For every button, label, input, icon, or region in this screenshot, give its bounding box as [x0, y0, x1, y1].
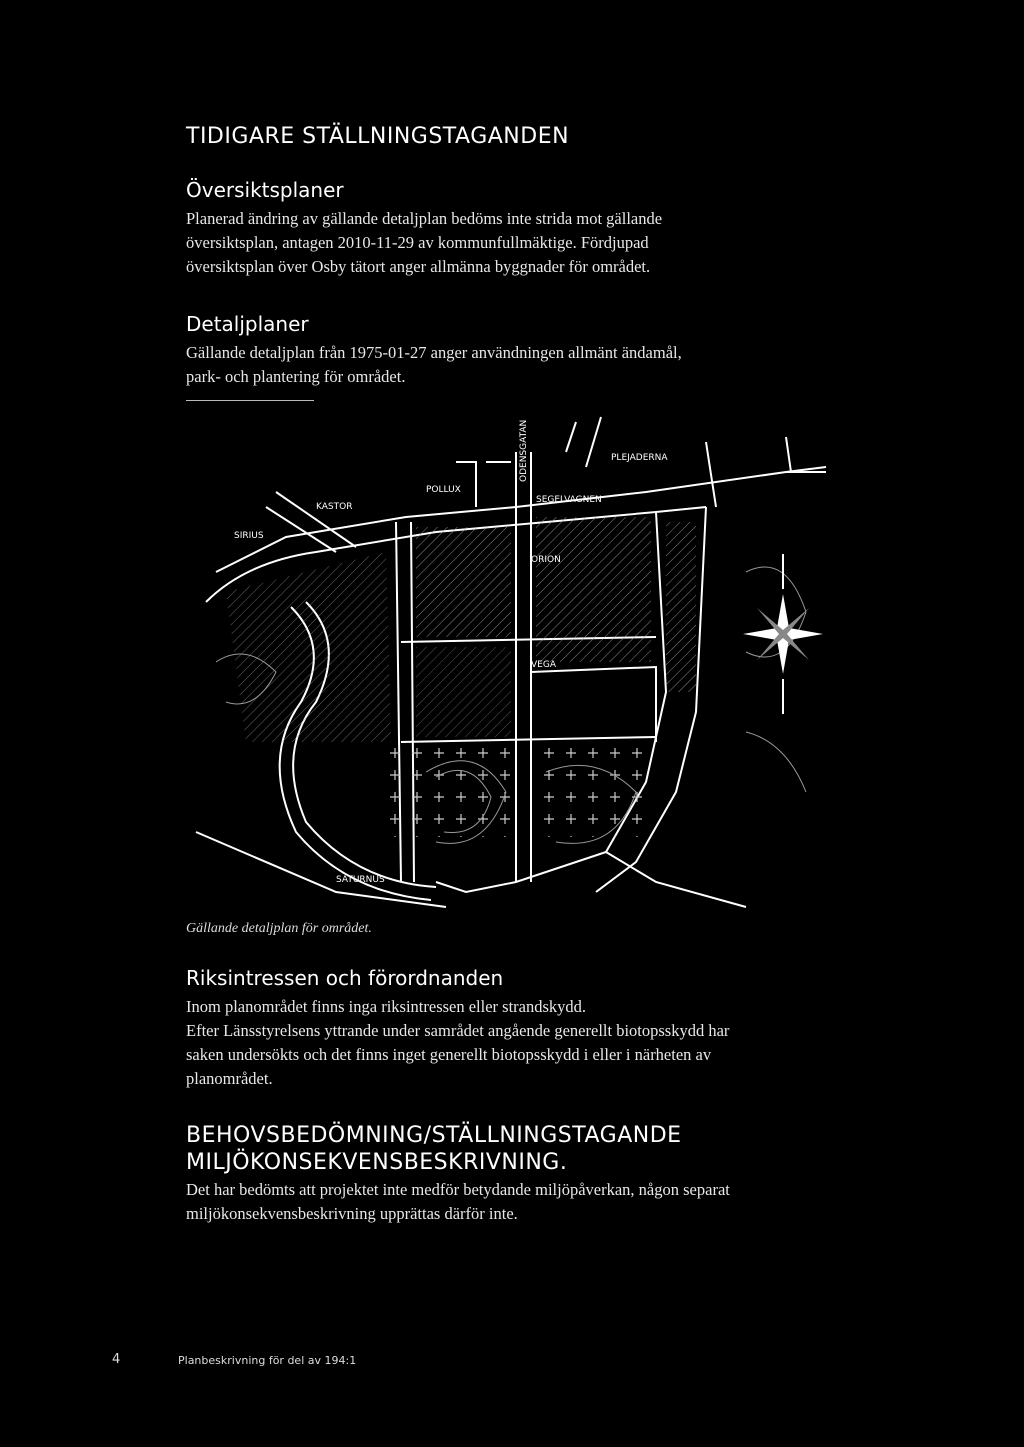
divider: [186, 400, 314, 401]
text-line: park- och plantering för området.: [186, 367, 406, 386]
section-title-behovsbedomning: [186, 1122, 682, 1176]
compass-rose-icon: [743, 554, 823, 714]
map-label: ODENSGATAN: [519, 419, 529, 482]
text-line: Gällande detaljplan från 1975-01-27 anger användningen allmänt ändamål,: [186, 343, 682, 362]
text-line: miljökonsekvensbeskrivning upprättas därför inte.: [186, 1204, 518, 1223]
map-label: POLLUX: [426, 485, 461, 495]
section-title-riksintressen: Riksintressen och förordnanden: [186, 966, 504, 990]
text-line: översiktsplan, antagen 2010-11-29 av kommunfullmäktige. Fördjupad: [186, 233, 649, 252]
title-line: MILJÖKONSEKVENSBESKRIVNING.: [186, 1150, 568, 1175]
section-title-oversiktsplaner: Översiktsplaner: [186, 178, 344, 202]
riksintressen-text: [186, 995, 729, 1091]
page-number: 4: [112, 1352, 121, 1367]
page-heading: TIDIGARE STÄLLNINGSTAGANDEN: [186, 124, 570, 149]
text-line: Inom planområdet finns inga riksintressen eller strandskydd.: [186, 997, 587, 1016]
map-label: KASTOR: [316, 502, 353, 512]
text-line: Det har bedömts att projektet inte medför betydande miljöpåverkan, någon separat: [186, 1180, 730, 1199]
map-label: SATURNUS: [336, 875, 385, 885]
map-label: SIRIUS: [234, 531, 264, 541]
detail-plan-map: [186, 412, 836, 912]
text-line: Planerad ändring av gällande detaljplan bedöms inte strida mot gällande: [186, 209, 663, 228]
text-line: planområdet.: [186, 1069, 273, 1088]
oversiktsplaner-text: [186, 207, 662, 279]
section-title-detaljplaner: Detaljplaner: [186, 312, 309, 336]
behovsbedomning-text: [186, 1178, 730, 1226]
map-label: VEGA: [531, 660, 556, 670]
map-label: SEGELVAGNEN: [536, 495, 602, 505]
title-line: BEHOVSBEDÖMNING/STÄLLNINGSTAGANDE: [186, 1123, 682, 1148]
text-line: Efter Länsstyrelsens yttrande under samrådet angående generellt biotopsskydd har: [186, 1021, 730, 1040]
map-caption: Gällande detaljplan för området.: [186, 921, 372, 936]
text-line: saken undersökts och det finns inget generellt biotopsskydd i eller i närheten av: [186, 1045, 712, 1064]
map-label: ORION: [531, 555, 561, 565]
footer-text: Planbeskrivning för del av 194:1: [178, 1354, 357, 1367]
map-label: PLEJADERNA: [611, 453, 668, 463]
detaljplaner-text: [186, 341, 682, 389]
text-line: översiktsplan över Osby tätort anger allmänna byggnader för området.: [186, 257, 651, 276]
